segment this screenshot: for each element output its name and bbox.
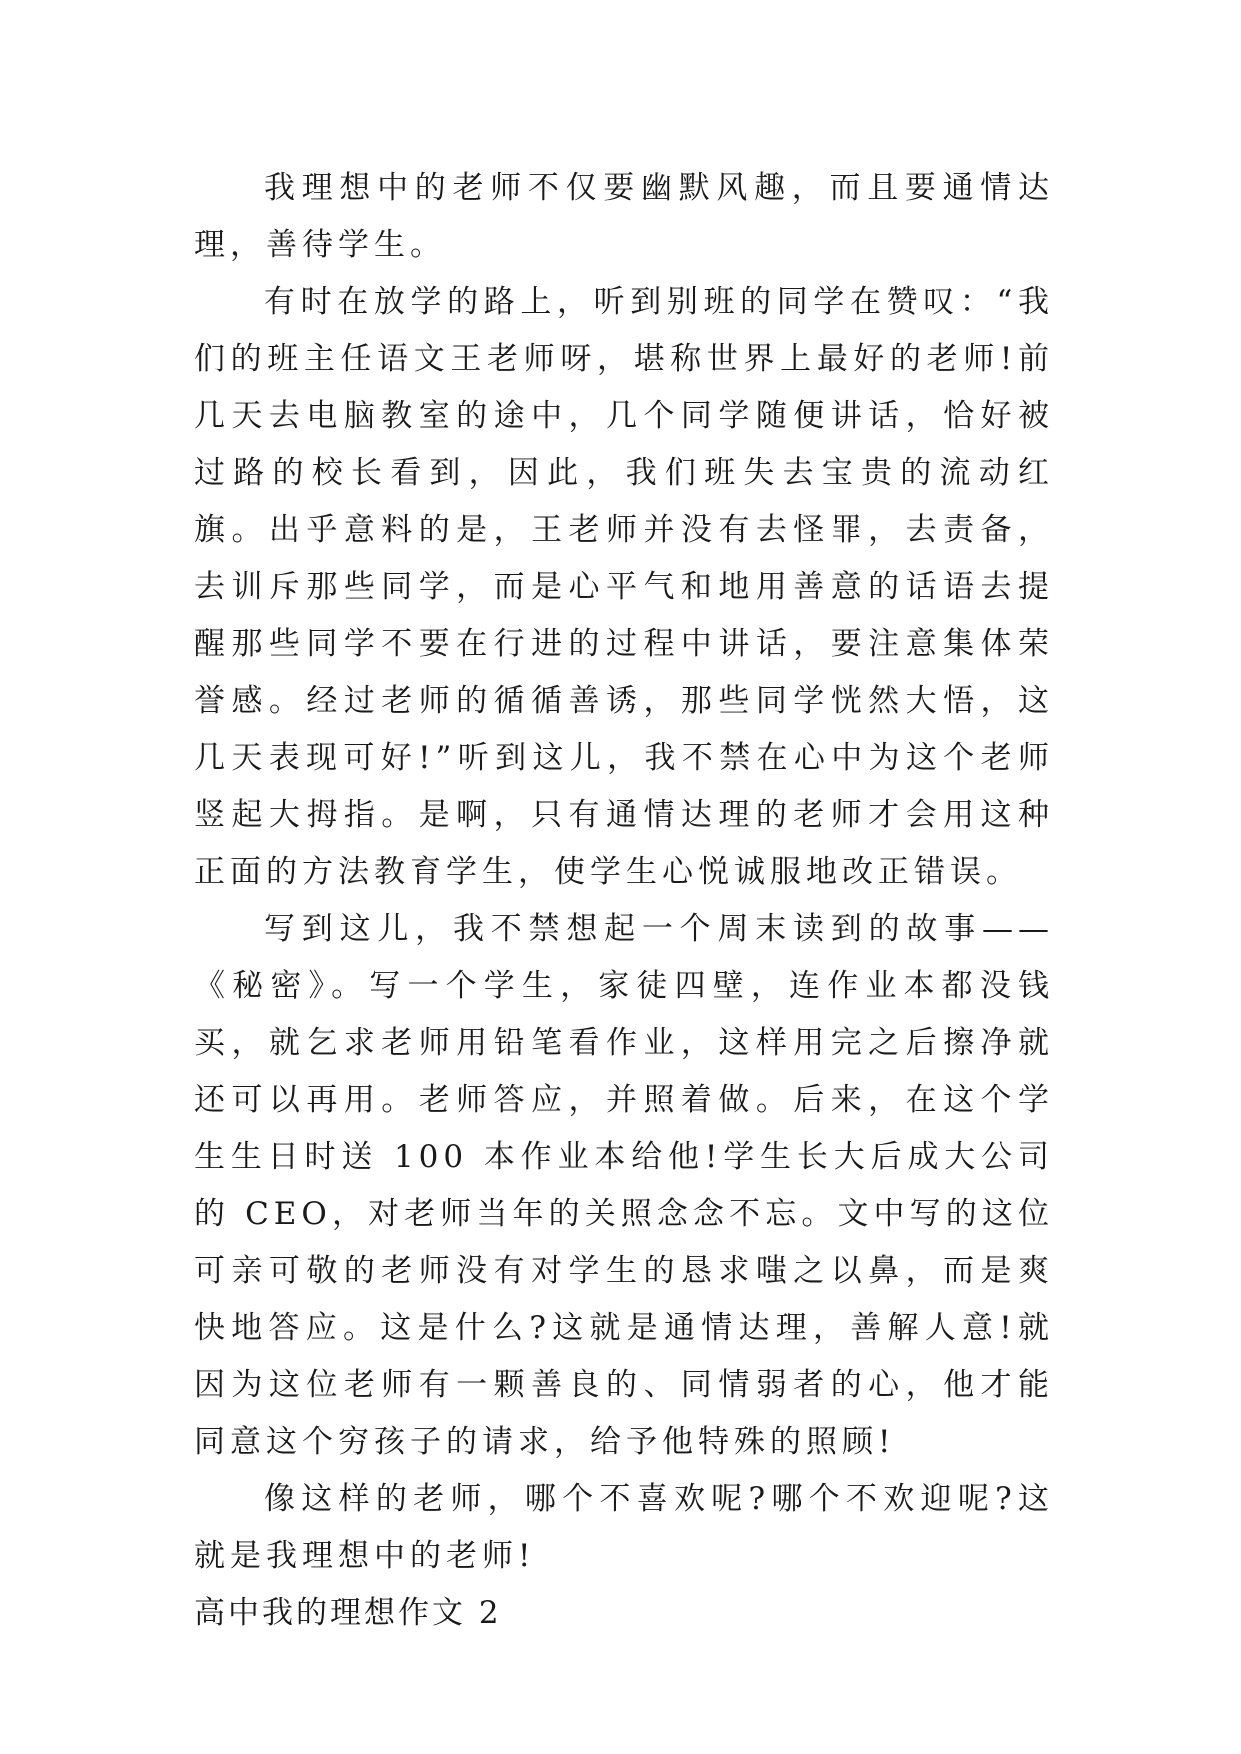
section-heading: 高中我的理想作文 2 [194,1595,502,1631]
paragraph-1: 我理想中的老师不仅要幽默风趣，而且要通情达理，善待学生。 [194,170,1054,263]
document-body [194,160,1054,1642]
paragraph-3: 写到这儿，我不禁想起一个周末读到的故事——《秘密》。写一个学生，家徒四壁，连作业本都没钱买，就乞求老师用铅笔看作业，这样用完之后擦净就还可以再用。老师答应，并照着做。后来，在这个学生生日时送 100 本作业本给他!学生长大后成大公司的 CEO，对老师当年的关照念念不忘。文中写的这位可亲可敬的老师没有对学生的恳求嗤之以鼻，而是爽快地答应。这是什么?这就是通情达理，善解人意!就因为这位老师有一颗善良的、同情弱者的心，他才能同意这个穷孩子的请求，给予他特殊的照顾! [194,911,1054,1460]
paragraph-2: 有时在放学的路上，听到别班的同学在赞叹：“我们的班主任语文王老师呀，堪称世界上最好的老师!前几天去电脑教室的途中，几个同学随便讲话，恰好被过路的校长看到，因此，我们班失去宝贵的流动红旗。出乎意料的是，王老师并没有去怪罪，去责备，去训斥那些同学，而是心平气和地用善意的话语去提醒那些同学不要在行进的过程中讲话，要注意集体荣誉感。经过老师的循循善诱，那些同学恍然大悟，这几天表现可好!”听到这儿，我不禁在心中为这个老师竖起大拇指。是啊，只有通情达理的老师才会用这种正面的方法教育学生，使学生心悦诚服地改正错误。 [194,284,1054,890]
paragraph-4: 像这样的老师，哪个不喜欢呢?哪个不欢迎呢?这就是我理想中的老师! [194,1481,1054,1574]
